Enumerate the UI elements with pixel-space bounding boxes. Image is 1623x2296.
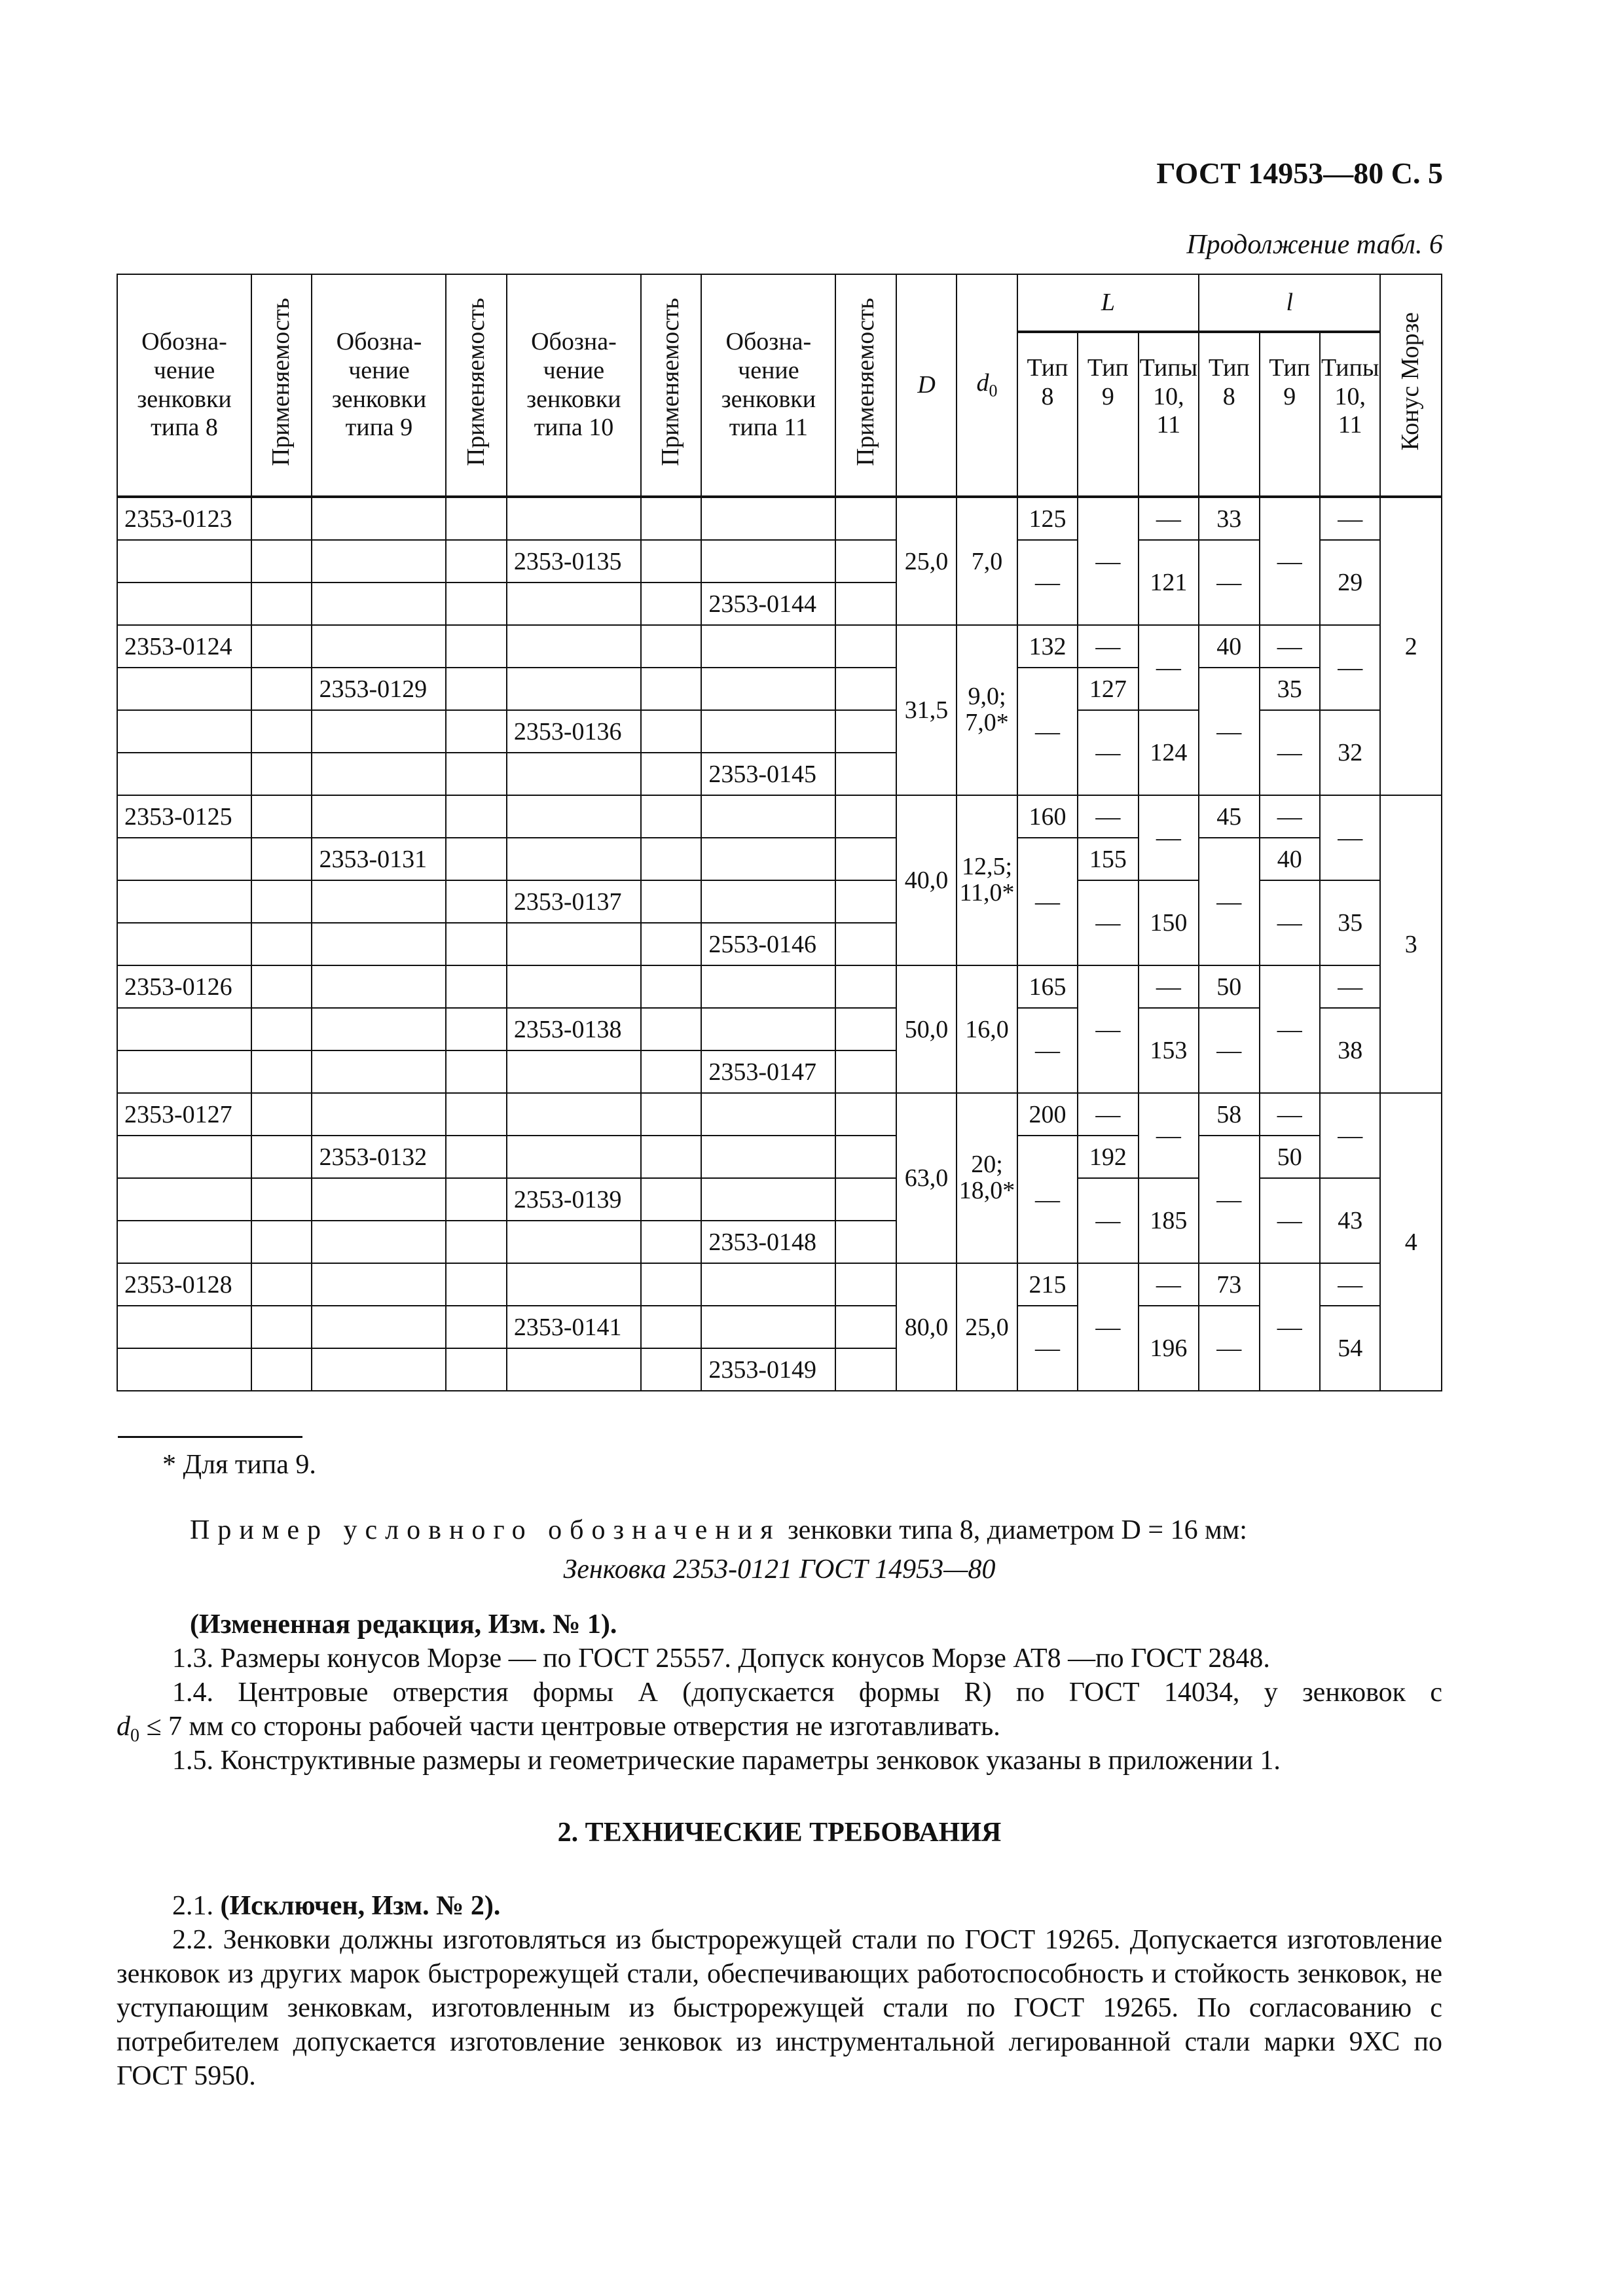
col-applicability-2: Применяемость	[446, 274, 506, 497]
l1011-cell: —	[1320, 1093, 1380, 1178]
l8-cell: 50	[1199, 965, 1259, 1008]
L9-cell: 192	[1078, 1136, 1138, 1178]
l9-cell: —	[1260, 1263, 1320, 1391]
l8-cell: 40	[1199, 625, 1259, 668]
col-L-type9: Тип 9	[1078, 332, 1138, 497]
L9-cell: —	[1078, 1178, 1138, 1263]
morse-cell: 3	[1380, 795, 1442, 1093]
paragraph-2-1: 2.1. (Исключен, Изм. № 2).	[172, 1891, 501, 1921]
col-applicability-3: Применяемость	[641, 274, 701, 497]
table-row	[117, 540, 1442, 583]
col-designation-type9: Обозна- чение зенковки типа 9	[312, 274, 446, 497]
paragraph-1-5: 1.5. Конструктивные размеры и геометрические параметры зенковок указаны в приложении 1.	[172, 1746, 1281, 1776]
l1011-cell: 32	[1320, 710, 1380, 795]
D-cell: 40,0	[896, 795, 957, 965]
L9-cell: —	[1078, 625, 1138, 668]
col-l-type8: Тип 8	[1199, 332, 1259, 497]
l1011-cell: 54	[1320, 1306, 1380, 1391]
designation-cell: 2353-0137	[507, 880, 641, 923]
designation-cell: 2353-0123	[117, 497, 251, 540]
example-designation: Зенковка 2353-0121 ГОСТ 14953—80	[563, 1554, 996, 1585]
designation-cell: 2353-0141	[507, 1306, 641, 1348]
D-cell: 50,0	[896, 965, 957, 1093]
L9-cell: —	[1078, 710, 1138, 795]
d0-cell: 7,0	[957, 497, 1017, 625]
table-continuation-label: Продолжение табл. 6	[1186, 230, 1443, 260]
l8-cell: —	[1199, 1008, 1259, 1093]
table-row	[117, 795, 1442, 838]
L8-cell: 132	[1017, 625, 1078, 668]
l1011-cell: 29	[1320, 540, 1380, 625]
col-l-type10-11: Типы 10, 11	[1320, 332, 1380, 497]
table-row	[117, 1136, 1442, 1178]
l1011-cell: —	[1320, 625, 1380, 710]
l8-cell: 73	[1199, 1263, 1259, 1306]
col-L-type10-11: Типы 10, 11	[1139, 332, 1199, 497]
D-cell: 25,0	[896, 497, 957, 625]
morse-cell: 4	[1380, 1093, 1442, 1391]
table-row	[117, 668, 1442, 710]
col-applicability-4: Применяемость	[835, 274, 896, 497]
L1011-cell: —	[1139, 497, 1199, 540]
col-group-l: l	[1199, 274, 1380, 332]
L9-cell: —	[1078, 497, 1138, 625]
L1011-cell: —	[1139, 1263, 1199, 1306]
d0-cell: 12,5; 11,0*	[957, 795, 1017, 965]
L8-cell: 125	[1017, 497, 1078, 540]
table-row	[117, 1093, 1442, 1136]
l9-cell: —	[1260, 880, 1320, 965]
paragraph-1-4-continued: $d_0 \le 7$ мм со стороны рабочей части центровые отверстия не изготавливать.	[117, 1712, 1000, 1746]
L8-cell: —	[1017, 540, 1078, 625]
col-D: D	[896, 274, 957, 497]
col-designation-type10: Обозна- чение зенковки типа 10	[507, 274, 641, 497]
l8-cell: —	[1199, 1306, 1259, 1391]
L8-cell: —	[1017, 1136, 1078, 1263]
l9-cell: 50	[1260, 1136, 1320, 1178]
L8-cell: 215	[1017, 1263, 1078, 1306]
col-designation-type8: Обозна- чение зенковки типа 8	[117, 274, 251, 497]
L1011-cell: —	[1139, 965, 1199, 1008]
L1011-cell: 196	[1139, 1306, 1199, 1391]
l9-cell: 35	[1260, 668, 1320, 710]
col-applicability-1: Применяемость	[251, 274, 312, 497]
L9-cell: —	[1078, 965, 1138, 1093]
designation-cell: 2353-0136	[507, 710, 641, 753]
d0-cell: 25,0	[957, 1263, 1017, 1391]
L8-cell: —	[1017, 1008, 1078, 1093]
D-cell: 63,0	[896, 1093, 957, 1263]
designation-cell: 2353-0125	[117, 795, 251, 838]
d0-cell: 20; 18,0*	[957, 1093, 1017, 1263]
L9-cell: —	[1078, 1093, 1138, 1136]
paragraph-1-4: 1.4. Центровые отверстия формы А (допускается формы R) по ГОСТ 14034, у зенковок с	[172, 1677, 1442, 1708]
l1011-cell: —	[1320, 1263, 1380, 1306]
dimensions-table	[117, 274, 1442, 1391]
d0-cell: 16,0	[957, 965, 1017, 1093]
L8-cell: 200	[1017, 1093, 1078, 1136]
table-row	[117, 1008, 1442, 1050]
designation-cell: 2353-0128	[117, 1263, 251, 1306]
designation-cell: 2353-0127	[117, 1093, 251, 1136]
l8-cell: —	[1199, 1136, 1259, 1263]
table-row	[117, 1263, 1442, 1306]
designation-cell: 2353-0129	[312, 668, 446, 710]
table-row	[117, 838, 1442, 880]
L1011-cell: —	[1139, 1093, 1199, 1178]
L1011-cell: 153	[1139, 1008, 1199, 1093]
section-heading: 2. ТЕХНИЧЕСКИЕ ТРЕБОВАНИЯ	[557, 1818, 1002, 1848]
l9-cell: 40	[1260, 838, 1320, 880]
L8-cell: —	[1017, 838, 1078, 965]
L8-cell: —	[1017, 1306, 1078, 1391]
col-group-L: L	[1017, 274, 1199, 332]
D-cell: 80,0	[896, 1263, 957, 1391]
L9-cell: —	[1078, 1263, 1138, 1391]
l8-cell: 45	[1199, 795, 1259, 838]
paragraph-1-3: 1.3. Размеры конусов Морзе — по ГОСТ 25557. Допуск конусов Морзе АТ8 —по ГОСТ 2848.	[172, 1643, 1270, 1674]
l9-cell: —	[1260, 1178, 1320, 1263]
designation-cell: 2353-0135	[507, 540, 641, 583]
L9-cell: —	[1078, 880, 1138, 965]
l8-cell: —	[1199, 838, 1259, 965]
designation-cell: 2353-0132	[312, 1136, 446, 1178]
footnote-rule	[118, 1436, 302, 1438]
l9-cell: —	[1260, 795, 1320, 838]
l9-cell: —	[1260, 625, 1320, 668]
paragraph-2-2: 2.2. Зенковки должны изготовляться из быстрорежущей стали по ГОСТ 19265. Допускается изготовление зенковок из других марок быстрорежущей стали, обеспечивающих работоспособность и стойкость зенковок, не уступающим зенковкам, изготовленным из быстрорежущей стали по ГОСТ 19265. По согласованию с потребителем допускается изготовление зенковок из инструментальной легированной стали марки 9ХС по ГОСТ 5950.	[117, 1925, 1442, 2091]
l1011-cell: —	[1320, 795, 1380, 880]
l8-cell: 58	[1199, 1093, 1259, 1136]
designation-cell: 2553-0146	[701, 923, 835, 965]
designation-cell: 2353-0138	[507, 1008, 641, 1050]
L8-cell: 165	[1017, 965, 1078, 1008]
l1011-cell: —	[1320, 497, 1380, 540]
l1011-cell: 38	[1320, 1008, 1380, 1093]
designation-cell: 2353-0147	[701, 1050, 835, 1093]
example-line: Пример условного обозначения зенковки типа 8, диаметром D = 16 мм:	[190, 1515, 1247, 1545]
L9-cell: 155	[1078, 838, 1138, 880]
designation-cell: 2353-0144	[701, 583, 835, 625]
col-designation-type11: Обозна- чение зенковки типа 11	[701, 274, 835, 497]
L9-cell: —	[1078, 795, 1138, 838]
l9-cell: —	[1260, 1093, 1320, 1136]
table-row	[117, 625, 1442, 668]
designation-cell: 2353-0139	[507, 1178, 641, 1221]
d0-cell: 9,0; 7,0*	[957, 625, 1017, 795]
L1011-cell: 185	[1139, 1178, 1199, 1263]
footnote: * Для типа 9.	[162, 1450, 316, 1480]
l8-cell: —	[1199, 540, 1259, 625]
designation-cell: 2353-0126	[117, 965, 251, 1008]
l9-cell: —	[1260, 965, 1320, 1093]
col-L-type8: Тип 8	[1017, 332, 1078, 497]
L1011-cell: 150	[1139, 880, 1199, 965]
L1011-cell: —	[1139, 625, 1199, 710]
l8-cell: —	[1199, 668, 1259, 795]
L9-cell: 127	[1078, 668, 1138, 710]
col-l-type9: Тип 9	[1260, 332, 1320, 497]
designation-cell: 2353-0124	[117, 625, 251, 668]
L8-cell: —	[1017, 668, 1078, 795]
D-cell: 31,5	[896, 625, 957, 795]
col-d0: $d_0$	[957, 274, 1017, 497]
page-header: ГОСТ 14953—80 С. 5	[1156, 156, 1443, 190]
l9-cell: —	[1260, 497, 1320, 625]
L1011-cell: 121	[1139, 540, 1199, 625]
designation-cell: 2353-0145	[701, 753, 835, 795]
l1011-cell: 35	[1320, 880, 1380, 965]
designation-cell: 2353-0131	[312, 838, 446, 880]
table-row	[117, 965, 1442, 1008]
col-morse-taper: Конус Морзе	[1380, 274, 1442, 497]
designation-cell: 2353-0149	[701, 1348, 835, 1391]
morse-cell: 2	[1380, 497, 1442, 795]
table-row	[117, 1306, 1442, 1348]
L8-cell: 160	[1017, 795, 1078, 838]
l1011-cell: —	[1320, 965, 1380, 1008]
table-row	[117, 497, 1442, 540]
L1011-cell: 124	[1139, 710, 1199, 795]
designation-cell: 2353-0148	[701, 1221, 835, 1263]
L1011-cell: —	[1139, 795, 1199, 880]
l1011-cell: 43	[1320, 1178, 1380, 1263]
l8-cell: 33	[1199, 497, 1259, 540]
amendment-note: (Измененная редакция, Изм. № 1).	[190, 1609, 617, 1640]
l9-cell: —	[1260, 710, 1320, 795]
